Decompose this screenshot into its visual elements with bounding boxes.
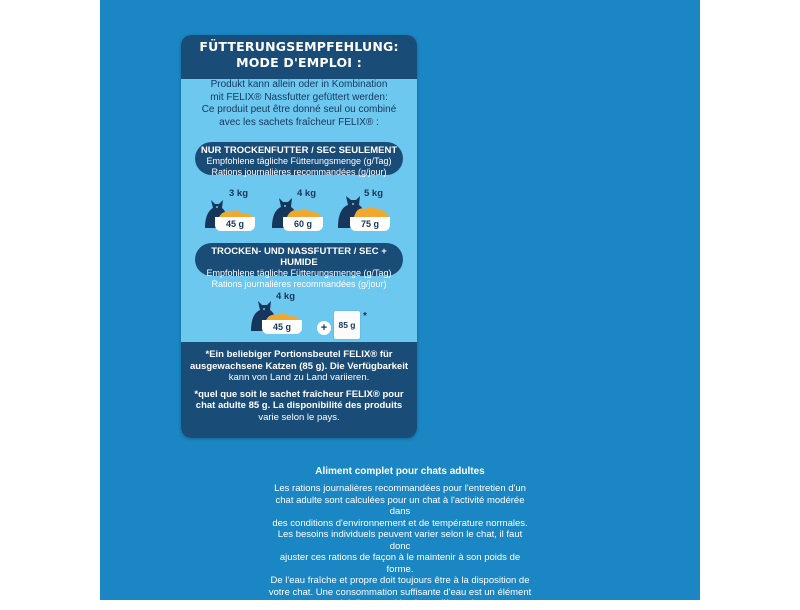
intro-fr-1: Ce produit peut être donné seul ou combiné bbox=[201, 104, 397, 115]
wet-food-pouch: 85 g bbox=[334, 311, 360, 339]
dry-wet-sub-de: Empfohlene tägliche Fütterungsmenge (g/Tag) bbox=[206, 268, 392, 278]
feeding-note-line: De l'eau fraîche et propre doit toujours être à la disposition de bbox=[270, 575, 530, 586]
dry-only-sub-fr: Rations journalières recommandées (g/jour) bbox=[211, 166, 387, 177]
intro-text bbox=[181, 79, 417, 129]
dry-only-title: NUR TROCKENFUTTER / SEC SEULEMENT bbox=[200, 145, 398, 156]
ration-item bbox=[201, 188, 265, 234]
complete-food-title: Aliment complet pour chats adultes bbox=[315, 466, 485, 477]
heading-line-2: MODE D'EMPLOI : bbox=[236, 55, 362, 70]
feeding-guide-card bbox=[181, 35, 417, 438]
dry-only-label bbox=[195, 142, 403, 175]
dry-only-sub-de: Empfohlene tägliche Fütterungsmenge (g/Tag) bbox=[206, 156, 392, 166]
footnote-fr-1: *quel que soit le sachet fraîcheur FELIX® pour bbox=[194, 388, 404, 400]
combo-ration-item bbox=[248, 291, 312, 337]
feeding-guide-heading bbox=[181, 35, 417, 79]
asterisk: * bbox=[363, 311, 367, 322]
cat-weight: 5 kg bbox=[364, 188, 384, 199]
intro-de-2: mit FELIX® Nassfutter gefüttert werden: bbox=[210, 91, 388, 103]
footnote-de-3: kann von Land zu Land variieren. bbox=[228, 372, 370, 383]
intro-de-1: Produkt kann allein oder in Kombination bbox=[210, 79, 388, 90]
footnote-fr-3: varie selon le pays. bbox=[258, 411, 340, 423]
plus-icon: + bbox=[317, 321, 331, 335]
cat-weight: 3 kg bbox=[229, 188, 249, 199]
ration-bowl: 75 g bbox=[350, 217, 390, 231]
dry-wet-title: TROCKEN- UND NASSFUTTER / SEC + HUMIDE bbox=[211, 246, 387, 268]
feeding-note-line: votre chat. Une consommation suffisante d'eau est un élément bbox=[268, 586, 532, 598]
feeding-note-line: chat adulte sont calculées pour un chat à l'activité modérée dans bbox=[275, 494, 525, 517]
intro-fr-2: avec les sachets fraîcheur FELIX® : bbox=[219, 116, 379, 128]
footnote-de-1: *Ein beliebiger Portionsbeutel FELIX® für bbox=[205, 349, 393, 360]
feeding-note-line: des conditions d'environnement et de température normales. bbox=[272, 517, 528, 529]
ration-item bbox=[336, 188, 400, 234]
footnote-de-2: ausgewachsene Katzen (85 g). Die Verfügbarkeit bbox=[189, 360, 409, 372]
footnote-fr-2: chat adulte 85 g. La disponibilité des produits bbox=[195, 400, 403, 411]
dry-wet-sub-fr: Rations journalières recommandées (g/jour) bbox=[211, 278, 387, 289]
feeding-note-line: Les besoins individuels peuvent varier selon le chat, il faut donc bbox=[277, 529, 523, 552]
ration-bowl: 45 g bbox=[215, 217, 255, 231]
cat-weight: 4 kg bbox=[297, 188, 317, 199]
cat-weight: 4 kg bbox=[276, 291, 296, 302]
dry-only-rations bbox=[181, 188, 417, 234]
feeding-note-line: Les rations journalières recommandées pour l'entretien d'un bbox=[274, 483, 526, 494]
ration-item bbox=[269, 188, 333, 234]
footnote bbox=[181, 342, 417, 438]
feeding-notes bbox=[268, 483, 532, 610]
feeding-note-line: essentiel d'une nutrition journalière saine. bbox=[312, 598, 488, 609]
dry-wet-label bbox=[195, 243, 403, 289]
feeding-note-line: ajuster ces rations de façon à le maintenir à son poids de forme. bbox=[279, 552, 521, 575]
ration-bowl: 45 g bbox=[262, 320, 302, 334]
heading-line-1: FÜTTERUNGSEMPFEHLUNG: bbox=[199, 39, 399, 54]
ration-bowl: 60 g bbox=[283, 217, 323, 231]
